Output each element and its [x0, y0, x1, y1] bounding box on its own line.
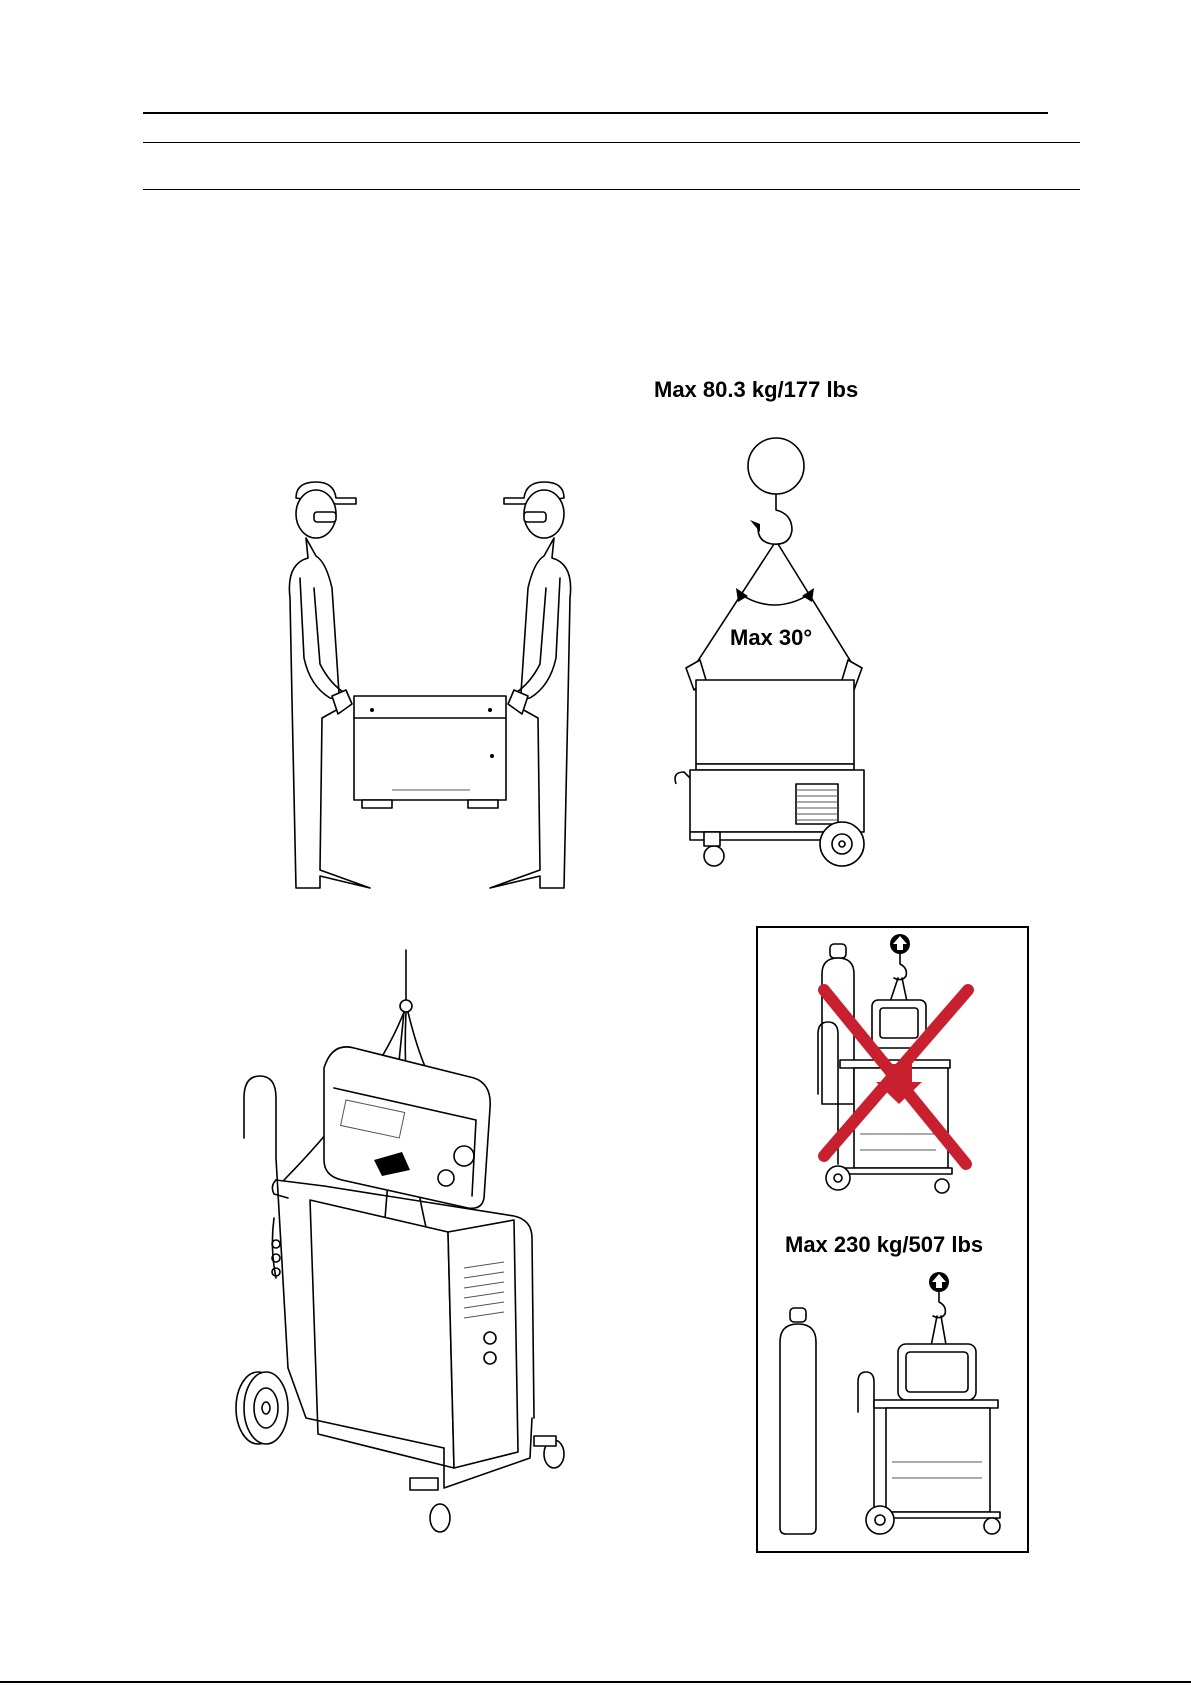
- header-rule-top: [143, 112, 1048, 114]
- gas-cylinder-icon-2: [780, 1308, 816, 1534]
- trolley-lift-icon: [214, 948, 594, 1548]
- header-rule-middle: [143, 142, 1080, 143]
- max-weight-single-label: Max 80.3 kg/177 lbs: [654, 377, 859, 402]
- correct-lift-illustration: [776, 1272, 1016, 1542]
- incorrect-lift-illustration: [776, 934, 1016, 1204]
- header-rule-bottom: [143, 189, 1080, 190]
- machine-box: [332, 690, 528, 808]
- two-person-lift-icon: [280, 478, 580, 888]
- max-angle-label: Max 30°: [730, 625, 813, 650]
- footer-rule: [0, 1681, 1191, 1683]
- crane-hook-icon: [660, 432, 890, 872]
- max-weight-trolley-label: Max 230 kg/507 lbs: [785, 1232, 984, 1257]
- person-right: [490, 482, 571, 888]
- person-left: [289, 482, 370, 888]
